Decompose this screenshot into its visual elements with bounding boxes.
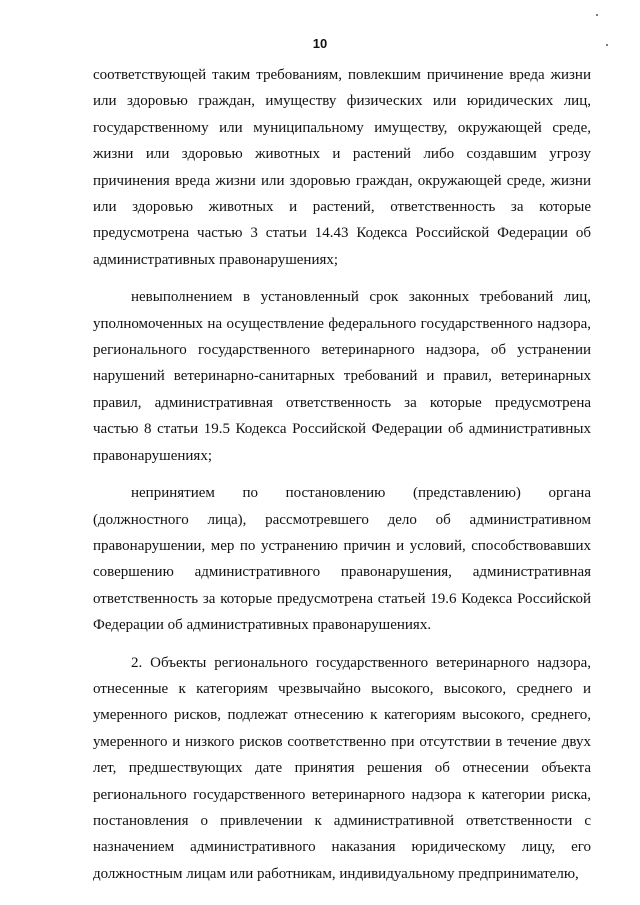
paragraph — [93, 62, 591, 273]
paragraph — [93, 650, 591, 888]
text-line: нарушений ветеринарно-санитарных требований и правил, ветеринарных — [93, 368, 591, 385]
text-line: правил, административная ответственность за которые предусмотрена — [93, 394, 591, 411]
text-line: правонарушении, мер по устранению причин и условий, способствовавших — [93, 537, 591, 554]
text-line: предусмотрена частью 3 статьи 14.43 Кодекса Российской Федерации об — [93, 225, 591, 242]
scan-speck — [596, 14, 598, 16]
text-line: невыполнением в установленный срок законных требований лиц, — [131, 289, 591, 306]
text-line: Федерации об административных правонарушениях. — [93, 617, 432, 634]
paragraph — [93, 284, 591, 469]
text-line: или здоровью граждан, имуществу физических или юридических лиц, — [93, 93, 591, 110]
text-line: назначением административного наказания юридическому лицу, его — [93, 839, 591, 856]
text-line: должностным лицам или работникам, индивидуальному предпринимателю, — [93, 865, 579, 882]
text-line: жизни или здоровью животных и растений либо создавшим угрозу — [93, 146, 591, 163]
text-line: (должностного лица), рассмотревшего дело об административном — [93, 511, 591, 528]
text-line: умеренного рисков, подлежат отнесению к категориям высокого, среднего, — [93, 707, 591, 724]
paragraph — [93, 480, 591, 638]
text-line: совершению административного правонарушения, административная — [93, 564, 591, 581]
scan-speck — [606, 44, 608, 46]
text-line: лет, предшествующих дате принятия решения об отнесении объекта — [93, 760, 591, 777]
text-line: причинения вреда жизни или здоровью граждан, окружающей среде, жизни — [93, 172, 591, 189]
text-line: государственному или муниципальному имуществу, окружающей среде, — [93, 119, 591, 136]
text-line: отнесенные к категориям чрезвычайно высокого, высокого, среднего и — [93, 680, 591, 697]
text-line: 2. Объекты регионального государственного ветеринарного надзора, — [131, 654, 591, 671]
text-line: регионального государственного ветеринарного надзора, об устранении — [93, 342, 591, 359]
text-line: непринятием по постановлению (представлению) органа — [131, 485, 591, 502]
text-line: постановления о привлечении к административной ответственности с — [93, 812, 591, 829]
text-line: правонарушениях; — [93, 447, 212, 464]
document-body — [93, 62, 591, 887]
text-line: умеренного и низкого рисков соответственно при отсутствии в течение двух — [93, 733, 591, 750]
text-line: уполномоченных на осуществление федерального государственного надзора, — [93, 315, 591, 332]
text-line: регионального государственного ветеринарного надзора к категории риска, — [93, 786, 591, 803]
text-line: соответствующей таким требованиям, повлекшим причинение вреда жизни — [93, 67, 591, 83]
text-line: частью 8 статьи 19.5 Кодекса Российской Федерации об административных — [93, 421, 591, 438]
page-number: 10 — [312, 36, 328, 51]
text-line: ответственность за которые предусмотрена статьей 19.6 Кодекса Российской — [93, 590, 591, 607]
text-line: административных правонарушениях; — [93, 251, 339, 268]
text-line: или здоровью животных и растений, ответственность за которые — [93, 199, 591, 216]
